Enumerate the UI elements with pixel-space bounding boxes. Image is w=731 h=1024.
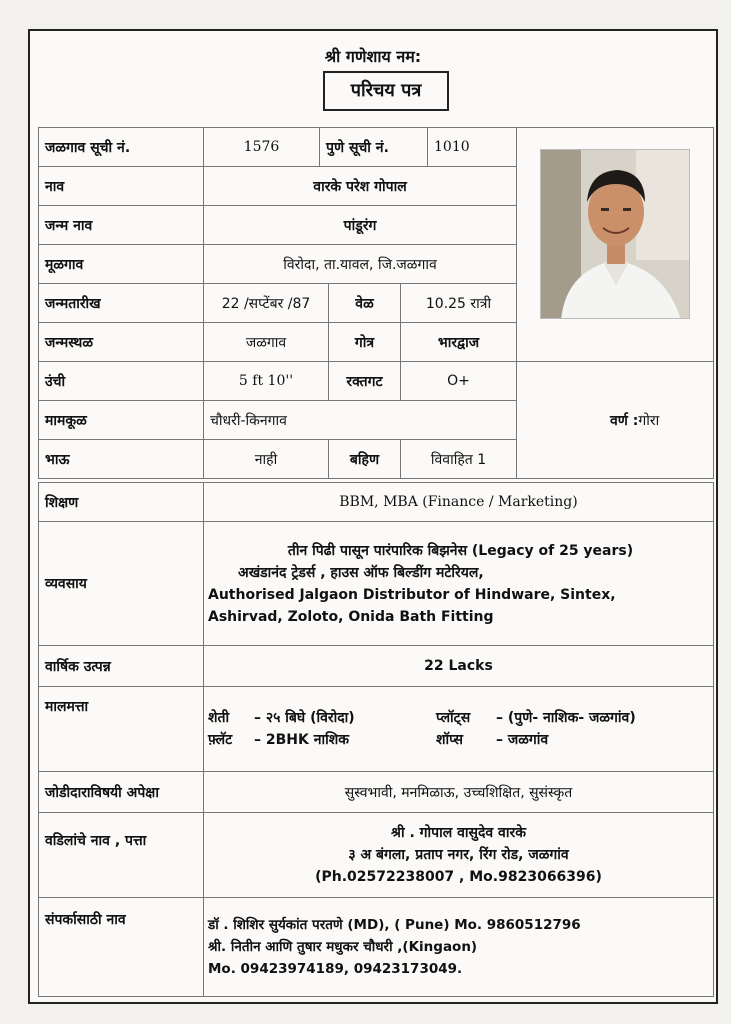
maternal-family-value: चौधरी-किनगाव bbox=[203, 400, 517, 440]
brother-label: भाऊ bbox=[38, 439, 204, 479]
dob-value: 22 /सप्टेंबर /87 bbox=[203, 283, 329, 323]
sister-label: बहिण bbox=[328, 439, 401, 479]
blood-group-value: O+ bbox=[400, 361, 517, 401]
flat-label: फ़्लॅट bbox=[208, 732, 233, 748]
shops-label: शॉप्स bbox=[436, 732, 464, 748]
assets-value bbox=[203, 686, 714, 772]
contact-line-2: श्री. नितीन आणि तुषार मधुकर चौधरी ,(Kingaon) bbox=[208, 939, 478, 955]
blessing-heading: श्री गणेशाय नम: bbox=[324, 47, 422, 66]
brother-value: नाही bbox=[203, 439, 329, 479]
income-label: वार्षिक उत्पन्न bbox=[38, 645, 204, 687]
father-name: श्री . गोपाल वासुदेव वारके bbox=[391, 825, 526, 841]
birthplace-label: जन्मस्थळ bbox=[38, 322, 204, 362]
native-place-label: मूळगाव bbox=[38, 244, 204, 284]
portrait-icon bbox=[541, 150, 690, 319]
jalgaon-list-label: जळगाव सूची नं. bbox=[38, 127, 204, 167]
name-value: वारके परेश गोपाल bbox=[203, 166, 517, 206]
name-label: नाव bbox=[38, 166, 204, 206]
biodata-sheet bbox=[28, 29, 718, 1004]
blood-group-label: रक्तगट bbox=[328, 361, 401, 401]
sister-value: विवाहित 1 bbox=[400, 439, 517, 479]
native-place-value: विरोदा, ता.यावल, जि.जळगाव bbox=[203, 244, 517, 284]
complexion bbox=[610, 411, 659, 430]
father-phone: (Ph.02572238007 , Mo.9823066396) bbox=[315, 869, 602, 885]
contact-value bbox=[203, 897, 714, 997]
plots-value: – (पुणे- नाशिक- जळगांव) bbox=[496, 710, 636, 726]
contact-line-3: Mo. 09423974189, 09423173049. bbox=[208, 961, 463, 977]
business-line-3: Authorised Jalgaon Distributor of Hindware, Sintex, bbox=[208, 586, 616, 603]
gotra-value: भारद्वाज bbox=[400, 322, 517, 362]
gotra-label: गोत्र bbox=[328, 322, 401, 362]
farm-value: – २५ बिघे (विरोदा) bbox=[254, 710, 355, 726]
portrait-photo bbox=[540, 149, 690, 319]
education-label: शिक्षण bbox=[38, 482, 204, 522]
income-value: 22 Lacks bbox=[203, 645, 714, 687]
maternal-family-label: मामकूळ bbox=[38, 400, 204, 440]
plots-label: प्लॉट्स bbox=[436, 710, 471, 726]
complexion-label: वर्ण : bbox=[610, 413, 639, 429]
assets-label: मालमत्ता bbox=[38, 686, 204, 772]
business-line-1: तीन पिढी पासून पारंपारिक बिझनेस (Legacy of 25 years) bbox=[287, 542, 634, 559]
pune-list-value: 1010 bbox=[427, 127, 517, 167]
pune-list-label: पुणे सूची नं. bbox=[319, 127, 428, 167]
business-label: व्यवसाय bbox=[38, 521, 204, 646]
birth-name-label: जन्म नाव bbox=[38, 205, 204, 245]
flat-value: – 2BHK नाशिक bbox=[254, 732, 350, 748]
business-value bbox=[203, 521, 714, 646]
page-title: परिचय पत्र bbox=[323, 71, 449, 111]
father-label: वडिलांचे नाव , पत्ता bbox=[38, 812, 204, 898]
height-label: उंची bbox=[38, 361, 204, 401]
birth-name-value: पांडूरंग bbox=[203, 205, 517, 245]
jalgaon-list-value: 1576 bbox=[203, 127, 320, 167]
birthplace-value: जळगाव bbox=[203, 322, 329, 362]
expectation-value: सुस्वभावी, मनमिळाऊ, उच्चशिक्षित, सुसंस्कृत bbox=[203, 771, 714, 813]
farm-label: शेती bbox=[208, 710, 230, 726]
business-line-4: Ashirvad, Zoloto, Onida Bath Fitting bbox=[208, 608, 494, 625]
birth-time-value: 10.25 रात्री bbox=[400, 283, 517, 323]
complexion-value: गोरा bbox=[638, 413, 660, 429]
birth-time-label: वेळ bbox=[328, 283, 401, 323]
shops-value: – जळगांव bbox=[496, 732, 549, 748]
contact-line-1: डॉ . शिशिर सुर्यकांत परतणे (MD), ( Pune) Mo. 9860512796 bbox=[208, 917, 581, 933]
contact-label: संपर्कासाठी नाव bbox=[38, 897, 204, 997]
education-value: BBM, MBA (Finance / Marketing) bbox=[203, 482, 714, 522]
business-line-2: अखंडानंद ट्रेडर्स , हाउस ऑफ बिल्डींग मटेरियल, bbox=[238, 564, 484, 581]
expectation-label: जोडीदाराविषयी अपेक्षा bbox=[38, 771, 204, 813]
height-value: 5 ft 10'' bbox=[203, 361, 329, 401]
father-address: ३ अ बंगला, प्रताप नगर, रिंग रोड, जळगांव bbox=[348, 847, 569, 863]
father-value bbox=[203, 812, 714, 898]
dob-label: जन्मतारीख bbox=[38, 283, 204, 323]
